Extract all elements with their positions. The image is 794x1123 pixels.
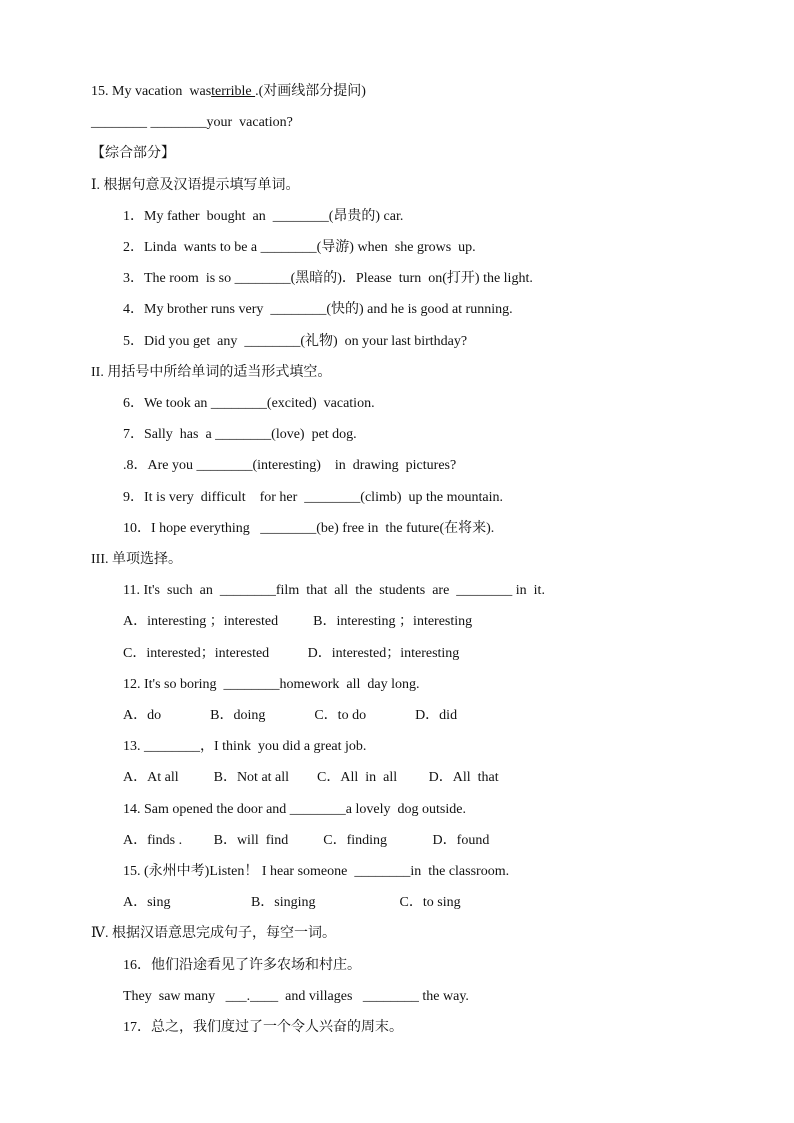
question-line: 12. It's so boring ________homework all day long. xyxy=(123,677,420,692)
question-line: 15. (永州中考)Listen！ I hear someone ________in the classroom. xyxy=(123,864,510,879)
text-segment: .(对画线部分提问) xyxy=(255,84,366,99)
question-line: 1．My father bought an ________(昂贵的) car. xyxy=(123,209,404,224)
question-line: 6．We took an ________(excited) vacation. xyxy=(123,396,375,411)
answer-line: They saw many ___.____ and villages ________ the way. xyxy=(123,989,469,1004)
question-line: 9．It is very difficult for her ________(climb) up the mountain. xyxy=(123,490,504,505)
options-line: A．sing B．singing C．to sing xyxy=(123,895,461,910)
options-line: C．interested；interested D．interested；interesting xyxy=(123,646,460,661)
question-15-rewrite xyxy=(91,83,366,101)
question-line: 5．Did you get any ________(礼物) on your last birthday? xyxy=(123,334,468,349)
question-line: 10．I hope everything ________(be) free in the future(在将来). xyxy=(123,521,495,536)
question-line: 13. ________，I think you did a great job. xyxy=(123,739,367,754)
part-heading: Ⅰ. 根据句意及汉语提示填写单词。 xyxy=(91,178,300,193)
options-line: A．finds . B．will find C．finding D．found xyxy=(123,833,490,848)
options-line: A．do B．doing C．to do D．did xyxy=(123,708,458,723)
part-heading: Ⅳ. 根据汉语意思完成句子，每空一词。 xyxy=(91,926,336,941)
underlined-word: terrible xyxy=(211,84,256,99)
options-line: A．interesting ；interested B．interesting ；interesting xyxy=(123,614,473,629)
part-heading: III. 单项选择。 xyxy=(91,552,182,567)
part-heading: II. 用括号中所给单词的适当形式填空。 xyxy=(91,365,332,380)
text-segment: 15. My vacation was xyxy=(91,84,212,99)
question-line: 2．Linda wants to be a ________(导游) when she grows up. xyxy=(123,240,476,255)
question-line: 4．My brother runs very ________(快的) and he is good at running. xyxy=(123,302,513,317)
question-line: 14. Sam opened the door and ________a lovely dog outside. xyxy=(123,802,466,817)
question-line: 7．Sally has a ________(love) pet dog. xyxy=(123,427,357,442)
options-line: A．At all B．Not at all C．All in all D．All that xyxy=(123,770,499,785)
question-line: 16．他们沿途看见了许多农场和村庄。 xyxy=(123,958,361,973)
section-heading: 【综合部分】 xyxy=(91,146,175,161)
question-line: 3．The room is so ________(黑暗的)．Please turn on(打开) the light. xyxy=(123,271,533,286)
question-line: 17．总之，我们度过了一个令人兴奋的周末。 xyxy=(123,1020,403,1035)
question-line: 11. It's such an ________film that all the students are ________ in it. xyxy=(123,583,545,598)
question-line: .8．Are you ________(interesting) in drawing pictures? xyxy=(123,458,457,473)
answer-line: ________ ________your vacation? xyxy=(91,115,293,130)
